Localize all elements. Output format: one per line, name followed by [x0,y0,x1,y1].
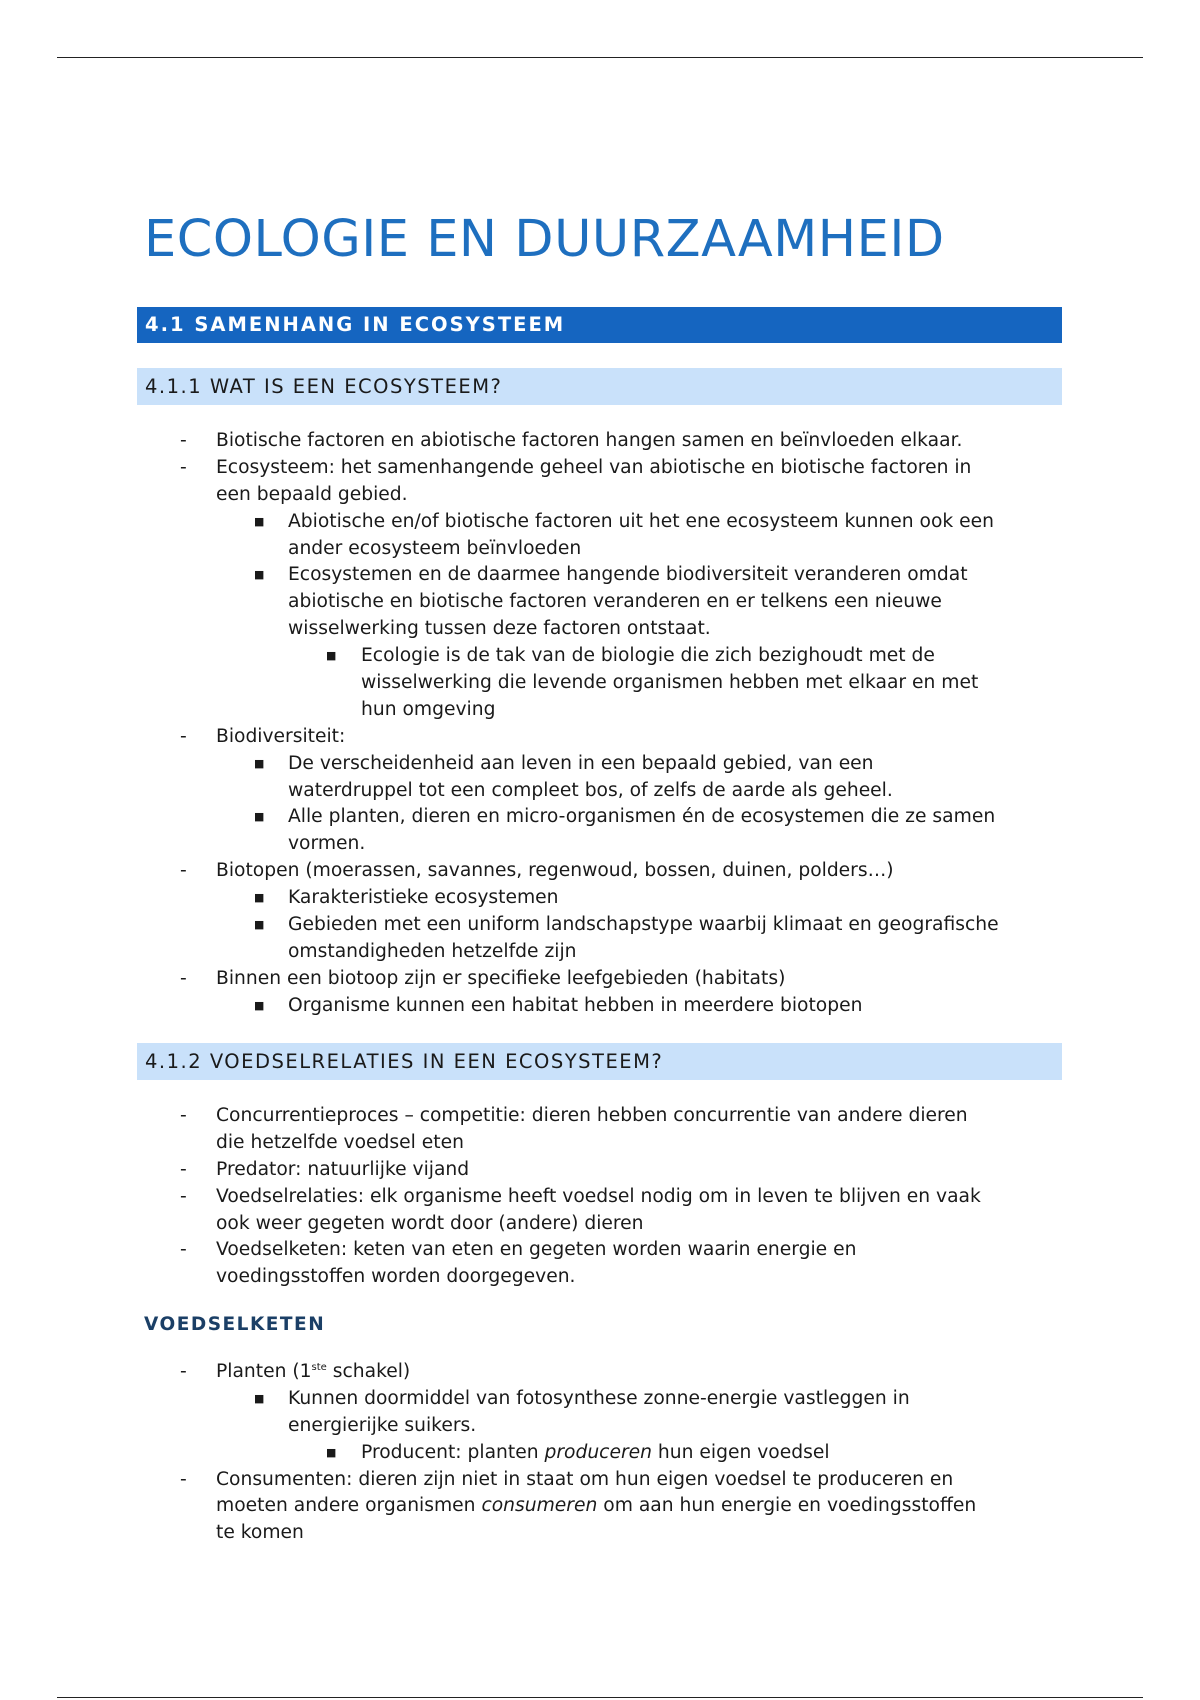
dash-marker: - [180,1105,187,1126]
list-item-text: energierijke suikers. [288,1414,477,1436]
list-item-continuation [0,589,1200,616]
list-item-text: hun omgeving [361,698,496,720]
list-item [0,1184,1200,1211]
square-bullet-icon: ■ [254,756,265,770]
document-title: ECOLOGIE EN DUURZAAMHEID [144,210,945,269]
dash-marker: - [180,967,187,989]
list-item-text: Kunnen doormiddel van fotosynthese zonne-energie vastleggen in [288,1387,910,1409]
list-item-text: Biotopen (moerassen, savannes, regenwoud, bossen, duinen, polders…) [216,860,894,882]
list-item [0,912,1200,939]
list-item [0,993,1200,1020]
emphasis-text: consumeren [481,1495,598,1517]
consumer-text: moeten andere organismen [216,1495,482,1517]
square-bullet-icon: ■ [254,998,265,1012]
list-item-continuation [0,482,1200,509]
list-item [0,1103,1200,1130]
list-item-text: Ecosystemen en de daarmee hangende biodiversiteit veranderen omdat [288,564,968,586]
consumer-text-suffix: om aan hun energie en voedingsstoffen [597,1495,977,1517]
list-item-continuation [0,1520,1200,1547]
list-item-continuation [0,1493,1200,1520]
food-relations-bullet-list [0,1103,1200,1291]
list-item [0,1467,1200,1494]
list-item-text: Voedselrelaties: elk organisme heeft voedsel nodig om in leven te blijven en vaak [216,1185,981,1207]
list-item [0,751,1200,778]
list-item-continuation [0,778,1200,805]
square-bullet-icon: ■ [254,810,265,824]
list-item-text: De verscheidenheid aan leven in een bepaald gebied, van een [288,752,874,774]
list-item-text: wisselwerking die levende organismen hebben met elkaar en met [361,672,979,694]
list-item-text: ander ecosysteem beïnvloeden [288,537,582,559]
square-bullet-icon: ■ [254,891,265,905]
food-chain-bullet-list [0,1359,1200,1547]
dash-marker: - [180,860,187,882]
list-item-continuation [0,1130,1200,1157]
list-item [0,1359,1200,1386]
list-item-continuation [0,1264,1200,1291]
list-item-text: Binnen een biotoop zijn er specifieke leefgebieden (habitats) [216,967,786,989]
square-bullet-icon: ■ [254,568,265,582]
list-item-continuation [0,536,1200,563]
list-item-continuation [0,697,1200,724]
list-item-text: Karakteristieke ecosystemen [288,887,559,909]
section-heading-4-1: 4.1 SAMENHANG IN ECOSYSTEEM [137,307,1062,343]
list-item-text: wisselwerking tussen deze factoren ontstaat. [288,618,711,640]
dash-marker: - [180,1468,187,1490]
square-bullet-icon: ■ [326,1445,337,1459]
list-item-text: abiotische en biotische factoren veranderen en er telkens een nieuwe [288,591,942,613]
ecosystem-bullet-list [0,428,1200,1020]
dash-marker: - [180,430,187,451]
list-item-text: vormen. [288,833,366,855]
subsection-heading-4-1-2: 4.1.2 VOEDSELRELATIES IN EEN ECOSYSTEEM? [137,1043,1062,1080]
list-item-continuation [0,1211,1200,1238]
list-item-text: Predator: natuurlijke vijand [216,1158,470,1180]
dash-marker: - [180,1185,187,1207]
dash-marker: - [180,1158,187,1180]
list-item [0,804,1200,831]
list-item-text: een bepaald gebied. [216,483,408,505]
list-item [0,643,1200,670]
square-bullet-icon: ■ [254,514,265,528]
list-item [0,885,1200,912]
list-item-continuation [0,616,1200,643]
list-item [0,562,1200,589]
list-item-text: Voedselketen: keten van eten en gegeten worden waarin energie en [216,1239,857,1261]
list-item [0,858,1200,885]
emphasis-text: produceren [544,1441,652,1463]
list-item-text: Biotische factoren en abiotische factoren hangen samen en beïnvloeden elkaar. [216,430,963,451]
list-item-text: Ecosysteem: het samenhangende geheel van abiotische en biotische factoren in [216,456,972,478]
list-item-continuation [0,670,1200,697]
list-item-text: Organisme kunnen een habitat hebben in meerdere biotopen [288,994,863,1016]
list-item [0,1237,1200,1264]
square-bullet-icon: ■ [326,649,337,663]
dash-marker: - [180,456,187,478]
list-item-text: Consumenten: dieren zijn niet in staat om hun eigen voedsel te produceren en [216,1468,954,1490]
list-item [0,1157,1200,1184]
producer-text-suffix: hun eigen voedsel [651,1441,830,1463]
list-item [0,455,1200,482]
footer-rule [57,1697,1143,1698]
header-rule [57,57,1143,58]
dash-marker: - [180,1239,187,1261]
list-item [0,1386,1200,1413]
list-item [0,966,1200,993]
food-chain-heading: VOEDSELKETEN [144,1314,326,1335]
superscript: ste [311,1361,327,1373]
list-item-text: omstandigheden hetzelfde zijn [288,940,577,962]
plants-text: Planten (1 [216,1361,312,1382]
list-item-text: waterdruppel tot een compleet bos, of zelfs de aarde als geheel. [288,779,893,801]
list-item [0,428,1200,455]
producer-text: Producent: planten [361,1441,545,1463]
list-item-continuation [0,1413,1200,1440]
list-item [0,724,1200,751]
list-item-text: Gebieden met een uniform landschapstype waarbij klimaat en geografische [288,914,999,936]
subsection-heading-4-1-1: 4.1.1 WAT IS EEN ECOSYSTEEM? [137,368,1062,405]
list-item-text: ook weer gegeten wordt door (andere) dieren [216,1212,644,1234]
list-item-text: voedingsstoffen worden doorgegeven. [216,1266,576,1288]
list-item-text: te komen [216,1522,304,1544]
list-item [0,509,1200,536]
list-item-text: Biodiversiteit: [216,725,346,747]
list-item-text: Concurrentieproces – competitie: dieren hebben concurrentie van andere dieren [216,1105,968,1126]
list-item-text: Ecologie is de tak van de biologie die zich bezighoudt met de [361,645,935,667]
dash-marker: - [180,725,187,747]
list-item-continuation [0,831,1200,858]
list-item-text: Alle planten, dieren en micro-organismen én de ecosystemen die ze samen [288,806,996,828]
list-item [0,1440,1200,1467]
square-bullet-icon: ■ [254,918,265,932]
dash-marker: - [180,1361,187,1382]
list-item-text: die hetzelfde voedsel eten [216,1131,464,1153]
square-bullet-icon: ■ [254,1391,265,1405]
list-item-text: Abiotische en/of biotische factoren uit het ene ecosysteem kunnen ook een [288,510,995,532]
plants-text-suffix: schakel) [326,1361,411,1382]
list-item-continuation [0,939,1200,966]
